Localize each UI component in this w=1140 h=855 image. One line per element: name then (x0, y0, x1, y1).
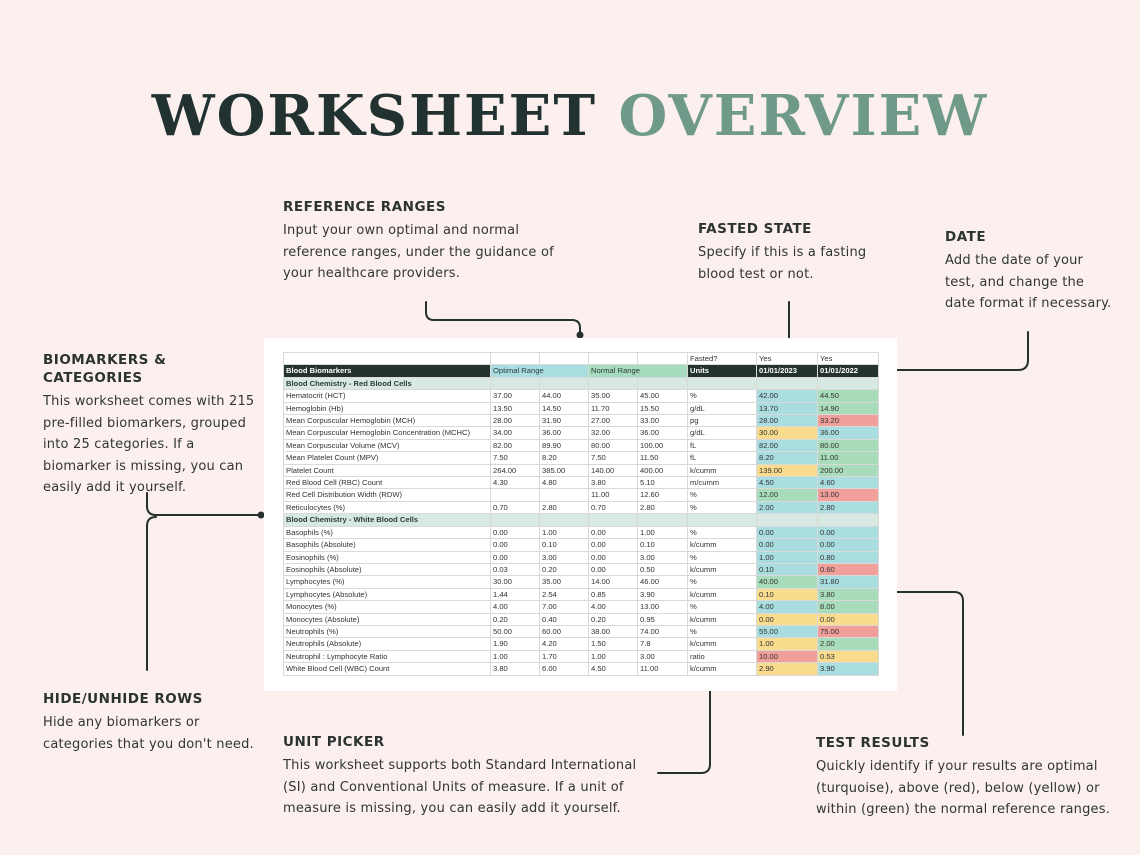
table-row (284, 390, 879, 402)
normal-high-cell[interactable]: 11.00 (638, 663, 688, 675)
callout-line: pre-filled biomarkers, grouped (43, 415, 247, 431)
biomarker-name: Lymphocytes (%) (284, 576, 491, 588)
normal-low-cell[interactable]: 32.00 (589, 427, 638, 439)
optimal-high-cell[interactable]: 4.80 (540, 477, 589, 489)
biomarker-name: Neutrophils (%) (284, 625, 491, 637)
callout-line: Specify if this is a fasting (698, 245, 867, 260)
biomarker-name: Red Cell Distribution Width (RDW) (284, 489, 491, 501)
unit-cell[interactable]: m/cumm (688, 477, 757, 489)
biomarker-name: Mean Corpuscular Hemoglobin Concentration (MCHC) (284, 427, 491, 439)
unit-cell[interactable]: % (688, 489, 757, 501)
optimal-high-cell[interactable]: 3.00 (540, 551, 589, 563)
callout-line: measure is missing, you can easily add it yourself. (283, 801, 621, 816)
unit-cell[interactable]: % (688, 551, 757, 563)
callout-reference-ranges (283, 198, 613, 285)
connector-unit-picker (658, 686, 710, 773)
callout-line: Hide any biomarkers or (43, 715, 200, 730)
callout-hide-rows (43, 690, 258, 755)
connector-date (892, 332, 1028, 370)
normal-high-cell[interactable]: 1.00 (638, 526, 688, 538)
result-cell-2[interactable]: 14.90 (818, 402, 879, 414)
optimal-low-cell[interactable]: 0.00 (491, 539, 540, 551)
optimal-high-cell[interactable]: 60.00 (540, 625, 589, 637)
optimal-low-cell[interactable]: 264.00 (491, 464, 540, 476)
table-row (284, 452, 879, 464)
category-cell (589, 514, 638, 526)
biomarker-name: Hematocrit (HCT) (284, 390, 491, 402)
biomarker-name: Neutrophil : Lymphocyte Ratio (284, 650, 491, 662)
unit-cell[interactable]: % (688, 390, 757, 402)
result-cell-1[interactable]: 82.00 (757, 439, 818, 451)
normal-low-cell[interactable]: 4.50 (589, 663, 638, 675)
normal-low-cell[interactable]: 1.00 (589, 650, 638, 662)
worksheet-screenshot (264, 338, 897, 691)
table-row (284, 613, 879, 625)
unit-cell[interactable]: % (688, 526, 757, 538)
optimal-high-cell[interactable]: 44.00 (540, 390, 589, 402)
normal-high-cell[interactable]: 0.50 (638, 563, 688, 575)
callout-line: date format if necessary. (945, 296, 1112, 311)
result-cell-2[interactable]: 36.00 (818, 427, 879, 439)
result-cell-1[interactable]: 10.00 (757, 650, 818, 662)
result-cell-1[interactable]: 40.00 (757, 576, 818, 588)
result-cell-1[interactable]: 1.00 (757, 551, 818, 563)
callout-line: blood test or not. (698, 266, 814, 282)
optimal-high-cell[interactable]: 0.40 (540, 613, 589, 625)
result-cell-1[interactable]: 42.00 (757, 390, 818, 402)
optimal-low-cell[interactable]: 28.00 (491, 415, 540, 427)
header-units: Units (688, 365, 757, 377)
normal-low-cell[interactable]: 0.00 (589, 551, 638, 563)
result-cell-2[interactable]: 31.80 (818, 576, 879, 588)
category-cell (818, 514, 879, 526)
optimal-low-cell[interactable]: 0.20 (491, 613, 540, 625)
result-cell-1[interactable]: 30.00 (757, 427, 818, 439)
result-cell-2[interactable]: 13.00 (818, 489, 879, 501)
category-cell (638, 514, 688, 526)
optimal-high-cell[interactable]: 35.00 (540, 576, 589, 588)
callout-line: test, and change the (945, 274, 1085, 290)
normal-low-cell[interactable]: 3.80 (589, 477, 638, 489)
callout-date (945, 228, 1135, 315)
biomarker-name: Monocytes (Absolute) (284, 613, 491, 625)
optimal-high-cell[interactable]: 4.20 (540, 638, 589, 650)
result-cell-2[interactable]: 0.53 (818, 650, 879, 662)
header-optimal-range: Optimal Range (491, 365, 589, 377)
table-row (284, 402, 879, 414)
result-cell-2[interactable]: 4.60 (818, 477, 879, 489)
category-name: Blood Chemistry - Red Blood Cells (284, 377, 491, 389)
result-cell-2[interactable]: 0.00 (818, 526, 879, 538)
normal-high-cell[interactable]: 3.90 (638, 588, 688, 600)
fasted-label: Fasted? (688, 353, 757, 365)
result-cell-1[interactable]: 28.00 (757, 415, 818, 427)
callout-line: This worksheet comes with 215 (43, 394, 255, 409)
callout-line: easily add it yourself. (43, 480, 187, 495)
result-cell-2[interactable]: 2.80 (818, 501, 879, 513)
table-row (284, 588, 879, 600)
optimal-low-cell[interactable]: 82.00 (491, 439, 540, 451)
optimal-high-cell[interactable]: 2.54 (540, 588, 589, 600)
biomarker-name: Mean Corpuscular Volume (MCV) (284, 439, 491, 451)
normal-high-cell[interactable]: 13.00 (638, 601, 688, 613)
optimal-high-cell[interactable]: 7.00 (540, 601, 589, 613)
unit-cell[interactable]: pg (688, 415, 757, 427)
result-cell-1[interactable]: 13.70 (757, 402, 818, 414)
result-cell-2[interactable]: 3.90 (818, 663, 879, 675)
normal-high-cell[interactable]: 0.10 (638, 539, 688, 551)
result-cell-1[interactable]: 4.00 (757, 601, 818, 613)
unit-cell[interactable]: g/dL (688, 427, 757, 439)
table-row (284, 650, 879, 662)
unit-cell[interactable]: k/cumm (688, 663, 757, 675)
table-row (284, 638, 879, 650)
callout-heading: TEST RESULTS (816, 735, 930, 751)
cell[interactable] (589, 353, 638, 365)
normal-high-cell[interactable]: 46.00 (638, 576, 688, 588)
table-row (284, 539, 879, 551)
biomarker-name: Lymphocytes (Absolute) (284, 588, 491, 600)
optimal-high-cell[interactable]: 14.50 (540, 402, 589, 414)
result-cell-1[interactable]: 0.10 (757, 563, 818, 575)
category-cell (491, 377, 540, 389)
table-row (284, 526, 879, 538)
unit-cell[interactable]: k/cumm (688, 638, 757, 650)
category-cell (688, 514, 757, 526)
normal-low-cell[interactable]: 0.00 (589, 526, 638, 538)
unit-cell[interactable]: % (688, 576, 757, 588)
header-row (284, 365, 879, 377)
callout-text (698, 242, 918, 285)
result-cell-1[interactable]: 0.00 (757, 613, 818, 625)
callout-heading: REFERENCE RANGES (283, 199, 446, 215)
result-cell-2[interactable]: 11.00 (818, 452, 879, 464)
result-cell-1[interactable]: 4.50 (757, 477, 818, 489)
optimal-low-cell[interactable]: 1.90 (491, 638, 540, 650)
result-cell-1[interactable]: 0.00 (757, 539, 818, 551)
normal-low-cell[interactable]: 140.00 (589, 464, 638, 476)
optimal-low-cell[interactable]: 30.00 (491, 576, 540, 588)
normal-low-cell[interactable]: 11.00 (589, 489, 638, 501)
result-cell-2[interactable]: 3.80 (818, 588, 879, 600)
optimal-high-cell[interactable]: 8.20 (540, 452, 589, 464)
cell[interactable] (638, 353, 688, 365)
normal-high-cell[interactable]: 33.00 (638, 415, 688, 427)
optimal-high-cell[interactable]: 2.80 (540, 501, 589, 513)
normal-high-cell[interactable]: 12.60 (638, 489, 688, 501)
callout-line: Quickly identify if your results are optimal (816, 759, 1098, 774)
result-cell-1[interactable]: 0.10 (757, 588, 818, 600)
optimal-low-cell[interactable]: 50.00 (491, 625, 540, 637)
table-row (284, 489, 879, 501)
result-cell-2[interactable]: 0.60 (818, 563, 879, 575)
biomarker-name: White Blood Cell (WBC) Count (284, 663, 491, 675)
callout-fasted-state (698, 220, 918, 285)
table-row (284, 601, 879, 613)
page-title (0, 80, 1140, 152)
header-date-2[interactable]: 01/01/2022 (818, 365, 879, 377)
result-cell-2[interactable]: 75.00 (818, 625, 879, 637)
biomarker-name: Neutrophils (Absolute) (284, 638, 491, 650)
result-cell-2[interactable]: 0.00 (818, 613, 879, 625)
normal-high-cell[interactable]: 45.00 (638, 390, 688, 402)
optimal-low-cell[interactable]: 0.70 (491, 501, 540, 513)
normal-low-cell[interactable]: 7.50 (589, 452, 638, 464)
biomarker-name: Eosinophils (Absolute) (284, 563, 491, 575)
table-row (284, 415, 879, 427)
result-cell-2[interactable]: 200.00 (818, 464, 879, 476)
biomarker-name: Monocytes (%) (284, 601, 491, 613)
callout-line: biomarker is missing, you can (43, 458, 244, 474)
optimal-low-cell[interactable]: 1.44 (491, 588, 540, 600)
table-row (284, 464, 879, 476)
normal-low-cell[interactable]: 35.00 (589, 390, 638, 402)
normal-high-cell[interactable]: 11.50 (638, 452, 688, 464)
fasted-value-1[interactable]: Yes (757, 353, 818, 365)
normal-high-cell[interactable]: 7.8 (638, 638, 688, 650)
callout-line: Input your own optimal and normal (283, 223, 520, 238)
callout-unit-picker (283, 733, 653, 820)
biomarker-name: Eosinophils (%) (284, 551, 491, 563)
callout-text (43, 712, 258, 755)
optimal-low-cell[interactable]: 1.00 (491, 650, 540, 662)
callout-text (816, 756, 1136, 821)
callout-heading: UNIT PICKER (283, 734, 385, 750)
fasted-value-2[interactable]: Yes (818, 353, 879, 365)
callout-biomarkers-categories (43, 351, 258, 499)
callout-line: into 25 categories. If a (43, 437, 195, 452)
result-cell-1[interactable]: 2.00 (757, 501, 818, 513)
table-row (284, 501, 879, 513)
normal-low-cell[interactable]: 80.00 (589, 439, 638, 451)
category-cell (491, 514, 540, 526)
callout-line: Add the date of your (945, 253, 1084, 268)
category-cell (757, 514, 818, 526)
optimal-high-cell[interactable]: 385.00 (540, 464, 589, 476)
callout-text (945, 250, 1135, 315)
normal-low-cell[interactable]: 14.00 (589, 576, 638, 588)
normal-high-cell[interactable]: 3.00 (638, 551, 688, 563)
callout-line: (turquoise), above (red), below (yellow) or (816, 780, 1100, 796)
biomarker-name: Mean Platelet Count (MPV) (284, 452, 491, 464)
cell[interactable] (540, 353, 589, 365)
unit-cell[interactable]: k/cumm (688, 563, 757, 575)
normal-low-cell[interactable]: 27.00 (589, 415, 638, 427)
callout-line: (SI) and Conventional Units of measure. If a unit of (283, 779, 624, 795)
biomarker-name: Red Blood Cell (RBC) Count (284, 477, 491, 489)
biomarker-name: Mean Corpuscular Hemoglobin (MCH) (284, 415, 491, 427)
optimal-low-cell[interactable]: 37.00 (491, 390, 540, 402)
normal-low-cell[interactable]: 0.00 (589, 539, 638, 551)
optimal-low-cell[interactable]: 7.50 (491, 452, 540, 464)
connector-hide-rows-bracket (147, 517, 156, 670)
optimal-low-cell[interactable]: 4.30 (491, 477, 540, 489)
normal-high-cell[interactable]: 100.00 (638, 439, 688, 451)
normal-low-cell[interactable]: 1.50 (589, 638, 638, 650)
normal-high-cell[interactable]: 400.00 (638, 464, 688, 476)
optimal-low-cell[interactable]: 0.03 (491, 563, 540, 575)
optimal-high-cell[interactable]: 0.10 (540, 539, 589, 551)
callout-line: your healthcare providers. (283, 266, 461, 281)
callout-text (283, 220, 613, 285)
unit-cell[interactable]: % (688, 501, 757, 513)
unit-cell[interactable]: fL (688, 452, 757, 464)
result-cell-2[interactable]: 80.00 (818, 439, 879, 451)
normal-low-cell[interactable]: 0.00 (589, 563, 638, 575)
optimal-low-cell[interactable]: 0.00 (491, 526, 540, 538)
category-cell (540, 514, 589, 526)
header-biomarkers: Blood Biomarkers (284, 365, 491, 377)
unit-cell[interactable]: k/cumm (688, 588, 757, 600)
optimal-high-cell[interactable]: 1.00 (540, 526, 589, 538)
biomarker-name: Basophils (%) (284, 526, 491, 538)
biomarker-name: Platelet Count (284, 464, 491, 476)
optimal-high-cell[interactable]: 6.00 (540, 663, 589, 675)
unit-cell[interactable]: fL (688, 439, 757, 451)
category-cell (757, 377, 818, 389)
callout-heading: BIOMARKERS & CATEGORIES (43, 352, 167, 386)
category-row (284, 377, 879, 389)
unit-cell[interactable]: % (688, 625, 757, 637)
optimal-high-cell[interactable]: 31.90 (540, 415, 589, 427)
normal-high-cell[interactable]: 2.80 (638, 501, 688, 513)
callout-line: This worksheet supports both Standard International (283, 758, 637, 773)
normal-low-cell[interactable]: 0.85 (589, 588, 638, 600)
normal-high-cell[interactable]: 74.00 (638, 625, 688, 637)
biomarker-name: Hemoglobin (Hb) (284, 402, 491, 414)
result-cell-2[interactable]: 0.00 (818, 539, 879, 551)
biomarker-name: Reticulocytes (%) (284, 501, 491, 513)
unit-cell[interactable]: k/cumm (688, 539, 757, 551)
optimal-low-cell[interactable]: 13.50 (491, 402, 540, 414)
cell[interactable] (491, 353, 540, 365)
connector-reference-ranges (426, 302, 580, 334)
table-row (284, 625, 879, 637)
optimal-high-cell[interactable] (540, 489, 589, 501)
normal-low-cell[interactable]: 38.00 (589, 625, 638, 637)
table-row (284, 563, 879, 575)
result-cell-1[interactable]: 12.00 (757, 489, 818, 501)
fasted-row (284, 353, 879, 365)
result-cell-2[interactable]: 44.50 (818, 390, 879, 402)
callout-test-results (816, 734, 1136, 821)
optimal-low-cell[interactable]: 34.00 (491, 427, 540, 439)
unit-cell[interactable]: k/cumm (688, 464, 757, 476)
table-row (284, 477, 879, 489)
normal-low-cell[interactable]: 4.00 (589, 601, 638, 613)
category-row (284, 514, 879, 526)
normal-high-cell[interactable]: 0.95 (638, 613, 688, 625)
table-row (284, 439, 879, 451)
optimal-low-cell[interactable]: 3.80 (491, 663, 540, 675)
category-cell (688, 377, 757, 389)
unit-cell[interactable]: g/dL (688, 402, 757, 414)
table-row (284, 427, 879, 439)
callout-text (43, 391, 258, 499)
unit-cell[interactable]: ratio (688, 650, 757, 662)
normal-high-cell[interactable]: 36.00 (638, 427, 688, 439)
normal-high-cell[interactable]: 15.50 (638, 402, 688, 414)
table-row (284, 551, 879, 563)
table-row (284, 663, 879, 675)
table-row (284, 576, 879, 588)
header-normal-range: Normal Range (589, 365, 688, 377)
optimal-high-cell[interactable]: 89.90 (540, 439, 589, 451)
unit-cell[interactable]: % (688, 601, 757, 613)
optimal-low-cell[interactable]: 0.00 (491, 551, 540, 563)
callout-line: reference ranges, under the guidance of (283, 244, 554, 260)
callout-heading: FASTED STATE (698, 221, 812, 237)
normal-low-cell[interactable]: 0.70 (589, 501, 638, 513)
callout-line: within (green) the normal reference ranges. (816, 802, 1111, 817)
optimal-high-cell[interactable]: 1.70 (540, 650, 589, 662)
category-name: Blood Chemistry - White Blood Cells (284, 514, 491, 526)
normal-high-cell[interactable]: 3.00 (638, 650, 688, 662)
title-part-2: OVERVIEW (618, 83, 989, 149)
optimal-high-cell[interactable]: 0.20 (540, 563, 589, 575)
optimal-low-cell[interactable] (491, 489, 540, 501)
normal-low-cell[interactable]: 11.70 (589, 402, 638, 414)
result-cell-2[interactable]: 0.80 (818, 551, 879, 563)
biomarker-table-body (284, 353, 879, 676)
normal-low-cell[interactable]: 0.20 (589, 613, 638, 625)
callout-heading: DATE (945, 229, 987, 245)
result-cell-1[interactable]: 1.00 (757, 638, 818, 650)
optimal-low-cell[interactable]: 4.00 (491, 601, 540, 613)
unit-cell[interactable]: k/cumm (688, 613, 757, 625)
callout-text (283, 755, 653, 820)
callout-heading: HIDE/UNHIDE ROWS (43, 691, 203, 707)
biomarker-name: Basophils (Absolute) (284, 539, 491, 551)
optimal-high-cell[interactable]: 36.00 (540, 427, 589, 439)
header-date-1[interactable]: 01/01/2023 (757, 365, 818, 377)
category-cell (638, 377, 688, 389)
result-cell-1[interactable]: 2.90 (757, 663, 818, 675)
category-cell (589, 377, 638, 389)
normal-high-cell[interactable]: 5.10 (638, 477, 688, 489)
cell[interactable] (284, 353, 491, 365)
callout-line: categories that you don't need. (43, 736, 254, 752)
result-cell-1[interactable]: 0.00 (757, 526, 818, 538)
result-cell-1[interactable]: 55.00 (757, 625, 818, 637)
connector-test-results (892, 592, 963, 735)
title-part-1: WORKSHEET (151, 83, 598, 149)
result-cell-2[interactable]: 2.00 (818, 638, 879, 650)
category-cell (818, 377, 879, 389)
result-cell-1[interactable]: 8.20 (757, 452, 818, 464)
biomarker-table (283, 352, 879, 676)
category-cell (540, 377, 589, 389)
result-cell-2[interactable]: 33.20 (818, 415, 879, 427)
result-cell-2[interactable]: 8.00 (818, 601, 879, 613)
result-cell-1[interactable]: 139.00 (757, 464, 818, 476)
